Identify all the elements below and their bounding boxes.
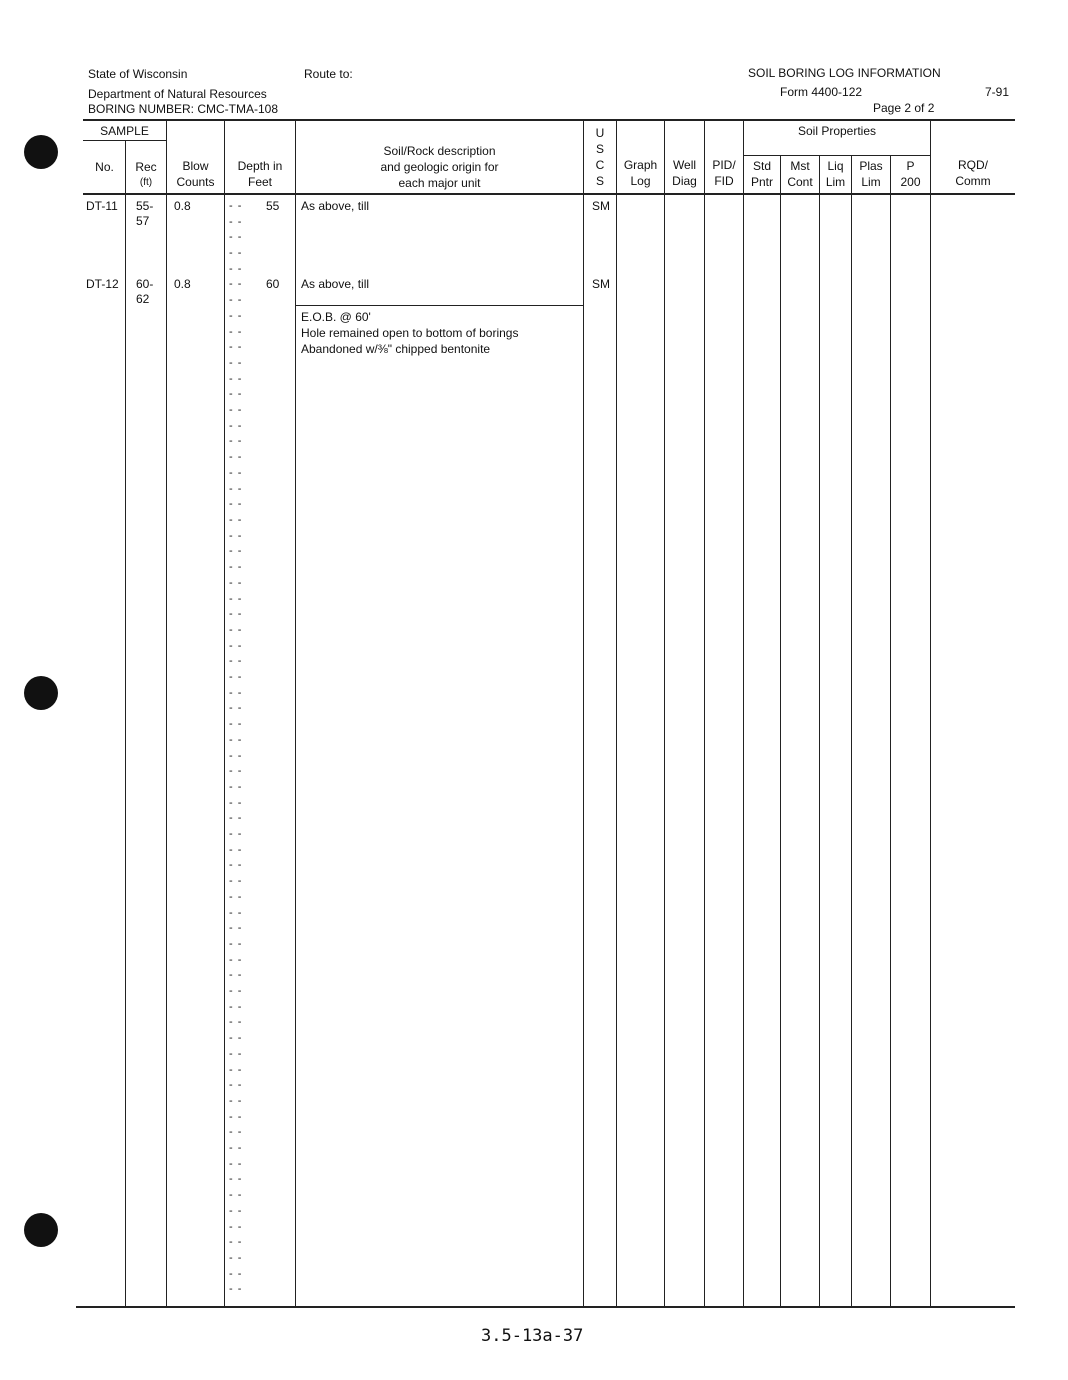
depth-tick: - - bbox=[229, 498, 243, 510]
col-rule bbox=[224, 120, 225, 1307]
blow-counts: 0.8 bbox=[174, 199, 191, 213]
col-graph-header: Graph Log bbox=[623, 158, 658, 188]
col-rule bbox=[819, 155, 820, 1307]
col-depth-header: Depth in Feet bbox=[237, 159, 283, 189]
depth-tick: - - bbox=[229, 969, 243, 981]
route-to-label: Route to: bbox=[304, 67, 353, 81]
soil-description: As above, till bbox=[301, 277, 370, 291]
col-rule bbox=[664, 120, 665, 1307]
depth-tick: - - bbox=[229, 608, 243, 620]
depth-tick: - - bbox=[229, 907, 243, 919]
depth-tick: - - bbox=[229, 1095, 243, 1107]
depth-tick: - - bbox=[229, 797, 243, 809]
table-bottom-rule bbox=[76, 1306, 1015, 1308]
col-p200-header: P 200 bbox=[900, 159, 921, 189]
department-label: Department of Natural Resources bbox=[88, 87, 267, 101]
depth-tick: - - bbox=[229, 530, 243, 542]
depth-tick: - - bbox=[229, 1016, 243, 1028]
depth-tick: - - bbox=[229, 404, 243, 416]
description-end-rule bbox=[296, 305, 583, 306]
soil-properties-group-rule bbox=[743, 155, 931, 156]
depth-tick: - - bbox=[229, 1111, 243, 1123]
depth-tick: - - bbox=[229, 514, 243, 526]
depth-tick: - - bbox=[229, 263, 243, 275]
depth-tick: - - bbox=[229, 859, 243, 871]
depth-tick: - - bbox=[229, 357, 243, 369]
depth-tick: - - bbox=[229, 718, 243, 730]
soil-description: As above, till bbox=[301, 199, 370, 213]
depth-tick: - - bbox=[229, 216, 243, 228]
depth-tick: - - bbox=[229, 875, 243, 887]
col-plas-header: Plas Lim bbox=[859, 159, 883, 189]
depth-tick: - - bbox=[229, 483, 243, 495]
col-liq-header: Liq Lim bbox=[825, 159, 846, 189]
uscs-code: SM bbox=[592, 277, 610, 291]
form-date: 7-91 bbox=[985, 85, 1010, 99]
col-std-header: Std Pntr bbox=[750, 159, 773, 189]
col-rule bbox=[166, 120, 167, 1307]
depth-tick: - - bbox=[229, 1252, 243, 1264]
depth-tick: - - bbox=[229, 1126, 243, 1138]
depth-tick: - - bbox=[229, 750, 243, 762]
col-rule bbox=[583, 120, 584, 1307]
depth-tick: - - bbox=[229, 1173, 243, 1185]
page-number: Page 2 of 2 bbox=[873, 101, 935, 115]
depth-tick: - - bbox=[229, 844, 243, 856]
col-rule bbox=[125, 140, 126, 1307]
col-rule bbox=[616, 120, 617, 1307]
col-rule bbox=[704, 120, 705, 1307]
depth-tick: - - bbox=[229, 954, 243, 966]
depth-tick: - - bbox=[229, 734, 243, 746]
depth-tick: - - bbox=[229, 577, 243, 589]
col-uscs-header: U S C S bbox=[595, 126, 605, 188]
depth-tick: - - bbox=[229, 247, 243, 259]
depth-tick: - - bbox=[229, 1032, 243, 1044]
col-description-header: Soil/Rock description and geologic origin for each major unit bbox=[380, 144, 499, 190]
depth-tick: - - bbox=[229, 1048, 243, 1060]
col-well-header: Well Diag bbox=[672, 158, 697, 188]
sample-number: DT-12 bbox=[86, 277, 119, 291]
depth-tick: - - bbox=[229, 891, 243, 903]
recovery-value: 60- 62 bbox=[136, 277, 154, 306]
depth-tick: - - bbox=[229, 545, 243, 557]
depth-tick: - - bbox=[229, 655, 243, 667]
depth-tick: - - bbox=[229, 435, 243, 447]
form-title: SOIL BORING LOG INFORMATION bbox=[748, 66, 941, 80]
depth-tick: - - bbox=[229, 451, 243, 463]
col-no-header: No. bbox=[95, 160, 114, 174]
boring-number: BORING NUMBER: CMC-TMA-108 bbox=[88, 102, 279, 116]
depth-tick: - - bbox=[229, 326, 243, 338]
col-rule bbox=[890, 155, 891, 1307]
depth-tick: - - bbox=[229, 1283, 243, 1295]
table-top-rule bbox=[83, 119, 1015, 121]
soil-properties-group-header: Soil Properties bbox=[797, 124, 877, 138]
binder-hole-icon bbox=[24, 1213, 58, 1247]
end-of-boring-note: E.O.B. @ 60' Hole remained open to bottom of borings Abandoned w/⅜" chipped bentonite bbox=[301, 310, 519, 356]
sample-number: DT-11 bbox=[86, 199, 118, 213]
depth-tick: - - bbox=[229, 1268, 243, 1280]
depth-tick: - - bbox=[229, 341, 243, 353]
depth-tick: - - bbox=[229, 922, 243, 934]
depth-tick: - - bbox=[229, 938, 243, 950]
form-number: Form 4400-122 bbox=[780, 85, 863, 99]
page-footer-number: 3.5-13a-37 bbox=[481, 1326, 584, 1346]
depth-tick: - - bbox=[229, 561, 243, 573]
depth-tick: - - bbox=[229, 624, 243, 636]
depth-tick: - - bbox=[229, 1236, 243, 1248]
depth-tick: - - bbox=[229, 985, 243, 997]
col-blow-header: Blow Counts bbox=[176, 159, 215, 189]
depth-value: 60 bbox=[266, 277, 280, 291]
depth-tick: - - bbox=[229, 310, 243, 322]
depth-tick: - - bbox=[229, 373, 243, 385]
depth-tick: - - bbox=[229, 388, 243, 400]
depth-tick: - - bbox=[229, 294, 243, 306]
depth-tick: - - bbox=[229, 1079, 243, 1091]
depth-tick: - - bbox=[229, 1158, 243, 1170]
depth-tick: - - bbox=[229, 671, 243, 683]
col-rule bbox=[851, 155, 852, 1307]
col-pid-header: PID/ FID bbox=[712, 158, 736, 188]
binder-hole-icon bbox=[24, 135, 58, 169]
depth-tick: - - bbox=[229, 812, 243, 824]
depth-tick: - - bbox=[229, 200, 243, 212]
depth-tick: - - bbox=[229, 1142, 243, 1154]
col-rule bbox=[780, 155, 781, 1307]
header-bottom-rule bbox=[83, 193, 1015, 195]
depth-tick: - - bbox=[229, 1064, 243, 1076]
depth-tick: - - bbox=[229, 640, 243, 652]
depth-tick: - - bbox=[229, 828, 243, 840]
depth-tick: - - bbox=[229, 1221, 243, 1233]
depth-tick: - - bbox=[229, 702, 243, 714]
blow-counts: 0.8 bbox=[174, 277, 191, 291]
depth-tick: - - bbox=[229, 1001, 243, 1013]
depth-tick: - - bbox=[229, 420, 243, 432]
depth-value: 55 bbox=[266, 199, 280, 213]
depth-tick: - - bbox=[229, 231, 243, 243]
depth-tick: - - bbox=[229, 593, 243, 605]
col-rqd-header: RQD/ Comm bbox=[955, 158, 991, 188]
col-rec-header: Rec (ft) bbox=[135, 160, 157, 188]
recovery-value: 55- 57 bbox=[136, 199, 154, 228]
uscs-code: SM bbox=[592, 199, 610, 213]
depth-tick: - - bbox=[229, 781, 243, 793]
depth-tick: - - bbox=[229, 1205, 243, 1217]
depth-tick: - - bbox=[229, 467, 243, 479]
depth-tick: - - bbox=[229, 687, 243, 699]
col-rule bbox=[295, 120, 296, 1307]
depth-tick: - - bbox=[229, 278, 243, 290]
col-rule bbox=[930, 120, 931, 1307]
sample-group-header: SAMPLE bbox=[100, 124, 149, 138]
depth-tick: - - bbox=[229, 765, 243, 777]
state-label: State of Wisconsin bbox=[88, 67, 188, 81]
binder-hole-icon bbox=[24, 676, 58, 710]
depth-tick: - - bbox=[229, 1189, 243, 1201]
col-rule bbox=[743, 120, 744, 1307]
col-mst-header: Mst Cont bbox=[787, 159, 813, 189]
